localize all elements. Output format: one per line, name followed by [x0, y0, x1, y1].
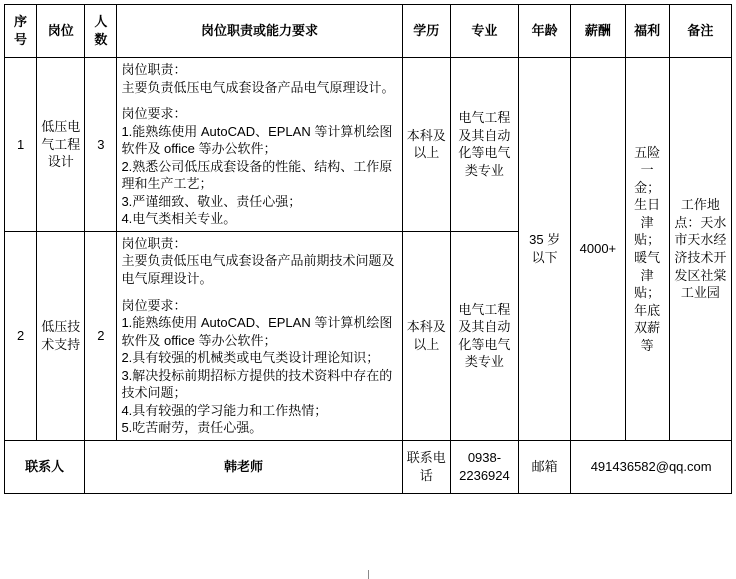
duty-line: 4.具有较强的学习能力和工作热情； — [121, 402, 328, 418]
header-count: 人数 — [85, 5, 117, 58]
header-position: 岗位 — [37, 5, 85, 58]
header-major: 专业 — [450, 5, 518, 58]
header-index: 序号 — [5, 5, 37, 58]
duty-line: 2.熟悉公司低压成套设备的性能、结构、工作原理和生产工艺； — [121, 158, 393, 192]
duty-line: 2.具有较强的机械类或电气类设计理论知识； — [121, 350, 380, 366]
duty-line-blank — [121, 96, 397, 105]
row-duties — [117, 231, 402, 440]
header-benefits: 福利 — [625, 5, 669, 58]
row-count: 2 — [85, 231, 117, 440]
table-row — [5, 58, 732, 232]
email-label: 邮箱 — [519, 440, 571, 493]
row-duties — [117, 58, 402, 232]
header-age: 年龄 — [519, 5, 571, 58]
duty-line: 1.能熟练使用 AutoCAD、EPLAN 等计算机绘图软件及 office 等办公软件； — [121, 315, 393, 348]
contact-row — [5, 440, 732, 493]
benefits-cell: 五险一金；生日津贴；暖气津贴；年底双薪等 — [625, 58, 669, 441]
header-remark: 备注 — [669, 5, 731, 58]
contact-name: 韩老师 — [85, 440, 402, 493]
row-count: 3 — [85, 58, 117, 232]
age-cell: 35 岁以下 — [519, 58, 571, 441]
duty-line: 4.电气类相关专业。 — [121, 211, 237, 227]
salary-cell: 4000+ — [571, 58, 625, 441]
row-index: 2 — [5, 231, 37, 440]
row-major: 电气工程及其自动化等电气类专业 — [450, 58, 518, 232]
header-duties: 岗位职责或能力要求 — [117, 5, 402, 58]
duty-line: 5.吃苦耐劳，责任心强。 — [121, 420, 263, 436]
phone-label: 联系电话 — [402, 440, 450, 493]
row-education: 本科及以上 — [402, 58, 450, 232]
duty-line: 岗位要求： — [121, 106, 187, 122]
email-value: 491436582@qq.com — [571, 440, 732, 493]
row-education: 本科及以上 — [402, 231, 450, 440]
remark-cell: 工作地点：天水市天水经济技术开发区社棠工业园 — [669, 58, 731, 441]
duty-line: 主要负责低压电气成套设备产品电气原理设计。 — [121, 79, 395, 95]
duty-line: 1.能熟练使用 AutoCAD、EPLAN 等计算机绘图软件及 office 等办公软件； — [121, 123, 393, 157]
document-page — [0, 4, 736, 579]
row-index: 1 — [5, 58, 37, 232]
duty-line: 主要负责低压电气成套设备产品前期技术问题及电气原理设计。 — [121, 253, 395, 287]
row-position: 低压技术支持 — [37, 231, 85, 440]
recruitment-table — [4, 4, 732, 494]
table-header-row — [5, 5, 732, 58]
phone-value: 0938-2236924 — [450, 440, 518, 493]
row-major: 电气工程及其自动化等电气类专业 — [450, 231, 518, 440]
contact-label: 联系人 — [5, 440, 85, 493]
duty-line: 岗位职责： — [121, 235, 187, 251]
header-education: 学历 — [402, 5, 450, 58]
duty-line: 岗位职责： — [121, 62, 187, 77]
row-position: 低压电气工程设计 — [37, 58, 85, 232]
header-salary: 薪酬 — [571, 5, 625, 58]
duty-line-blank — [121, 288, 397, 297]
duty-line: 3.解决投标前期招标方提供的技术资料中存在的技术问题； — [121, 367, 393, 401]
duty-line: 3.严谨细致、敬业、责任心强； — [121, 193, 302, 209]
duty-line: 岗位要求： — [121, 297, 187, 313]
